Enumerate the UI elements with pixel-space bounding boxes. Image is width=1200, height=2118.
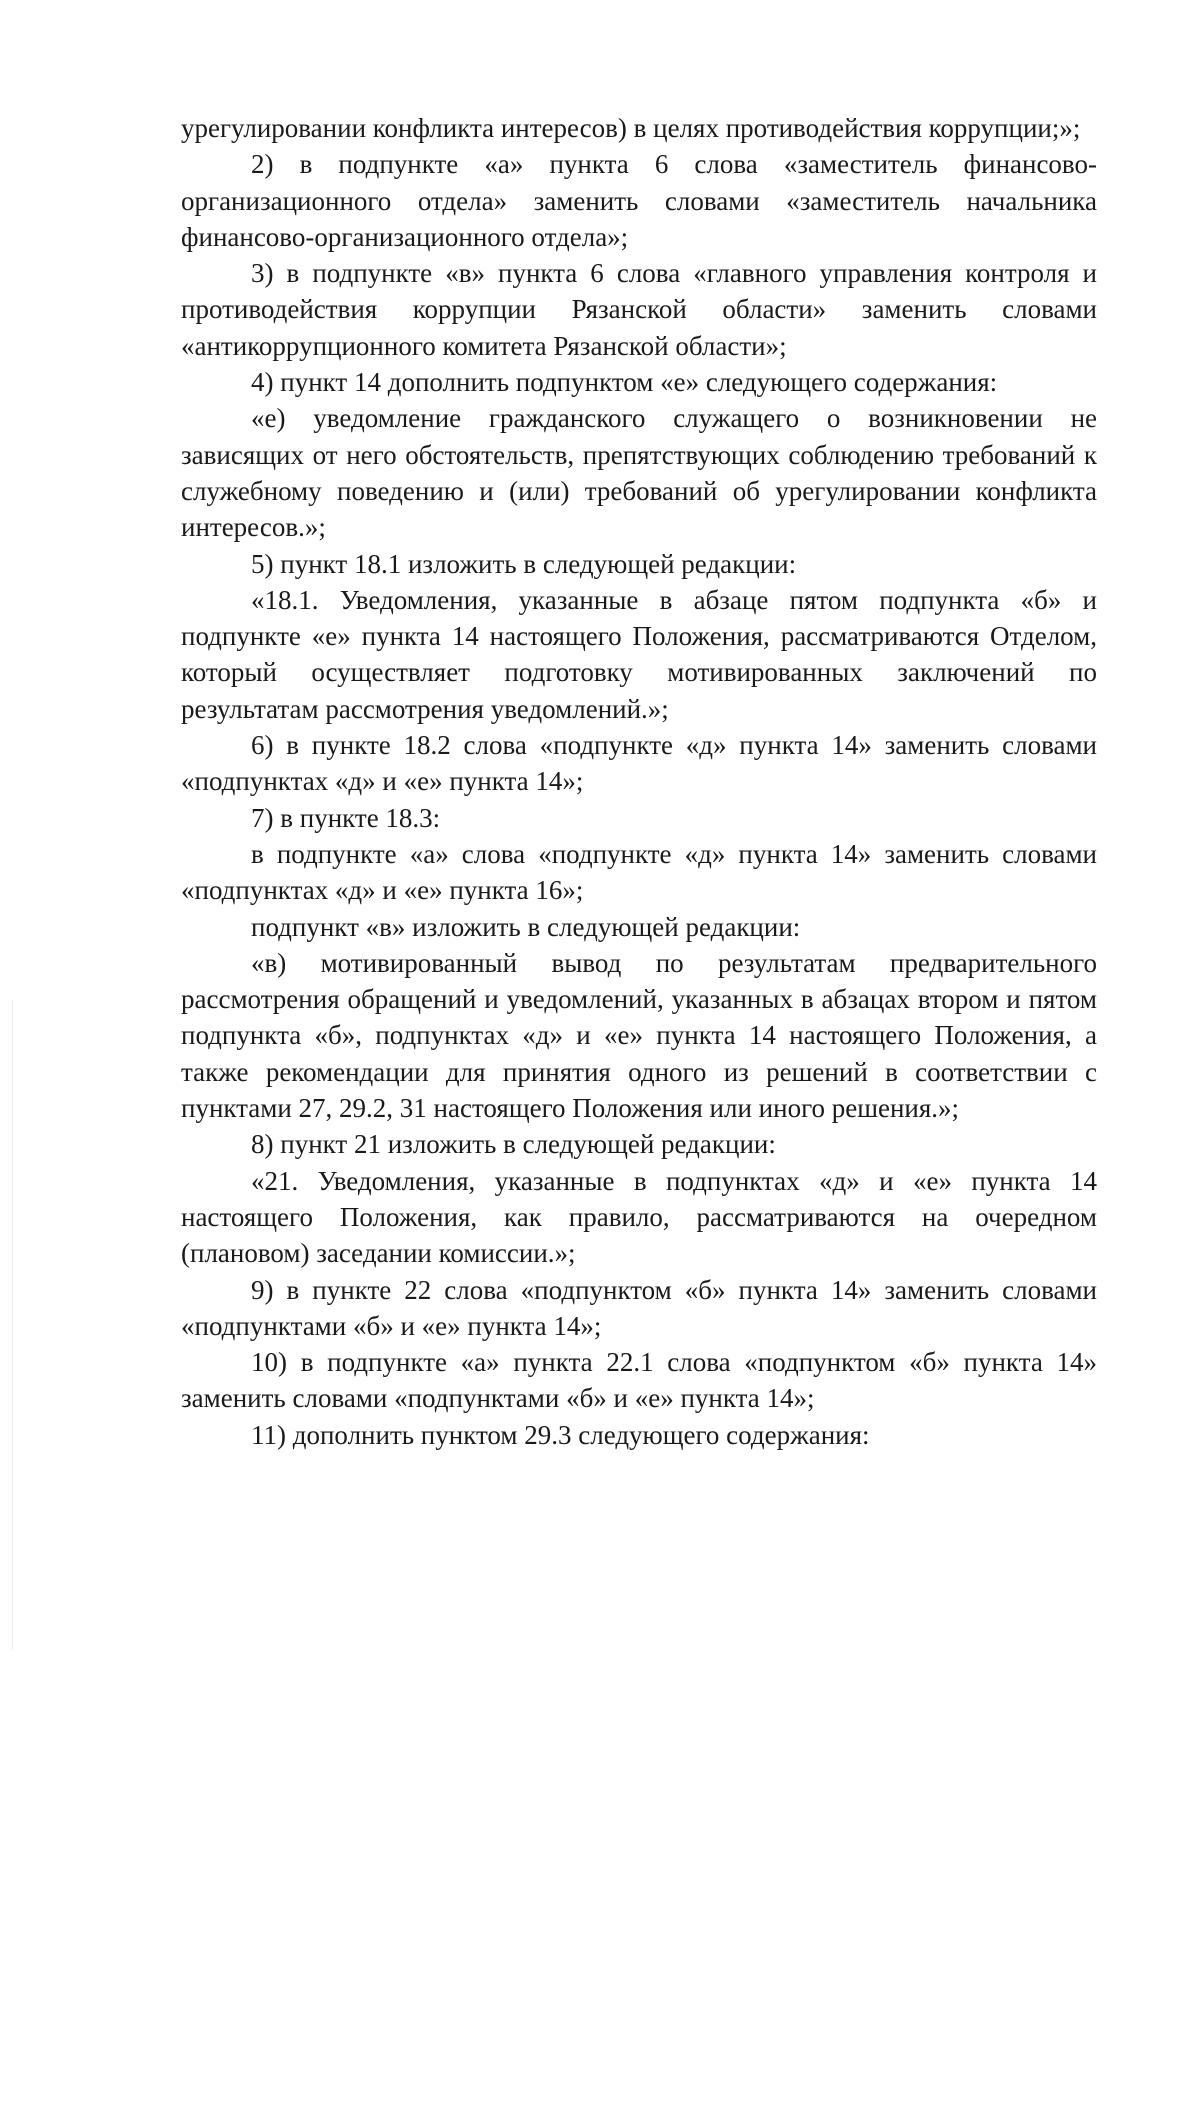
paragraph-1: урегулировании конфликта интересов) в целях противодействия коррупции;»; — [181, 113, 1081, 143]
paragraph-6: 5) пункт 18.1 изложить в следующей редакции: — [251, 548, 797, 579]
paragraph-16: 10) в подпункте «а» пункта 22.1 слова «подпунктом «б» пункта 14» заменить словами «подпунктами «б» и «е» пункта 14»; — [181, 1347, 1097, 1414]
paragraph-13: 8) пункт 21 изложить в следующей редакции: — [251, 1129, 776, 1160]
paragraph-12: «в) мотивированный вывод по результатам предварительного рассмотрения обращений и уведомлений, указанных в абзацах втором и пятом подпункта «б», подпунктах «д» и «е» пункта 14 настоящего Положения, а также рекомендации для принятия одного из решений в соответствии с пунктами 27, 29.2, 31 настоящего Положения или иного решения.»; — [181, 947, 1097, 1124]
paragraph-10: в подпункте «а» слова «подпункте «д» пункта 14» заменить словами «подпунктах «д» и «е» пункта 16»; — [181, 838, 1097, 906]
scan-edge-line — [12, 1000, 13, 1650]
document-body — [181, 110, 1097, 1453]
paragraph-11: подпункт «в» изложить в следующей редакции: — [251, 911, 801, 942]
paragraph-3: 3) в подпункте «в» пункта 6 слова «главного управления контроля и противодействия коррупции Рязанской области» заменить словами «антикоррупционного комитета Рязанской области»; — [181, 258, 1097, 361]
paragraph-17: 11) дополнить пунктом 29.3 следующего содержания: — [251, 1419, 870, 1450]
paragraph-2: 2) в подпункте «а» пункта 6 слова «заместитель финансово-организационного отдела» заменить словами «заместитель начальника финансово-организационного отдела»; — [181, 149, 1097, 252]
paragraph-8: 6) в пункте 18.2 слова «подпункте «д» пункта 14» заменить словами «подпунктах «д» и «е» пункта 14»; — [181, 730, 1097, 797]
paragraph-14: «21. Уведомления, указанные в подпунктах «д» и «е» пункта 14 настоящего Положения, как правило, рассматриваются на очередном (плановом) заседании комиссии.»; — [181, 1165, 1097, 1269]
paragraph-5: «е) уведомление гражданского служащего о возникновении не зависящих от него обстоятельств, препятствующих соблюдению требований к служебному поведению и (или) требований об урегулировании конфликта интересов.»; — [181, 403, 1097, 543]
paragraph-15: 9) в пункте 22 слова «подпунктом «б» пункта 14» заменить словами «подпунктами «б» и «е» пункта 14»; — [181, 1274, 1097, 1341]
paragraph-9: 7) в пункте 18.3: — [251, 802, 441, 833]
paragraph-4: 4) пункт 14 дополнить подпунктом «е» следующего содержания: — [251, 367, 998, 398]
paragraph-7: «18.1. Уведомления, указанные в абзаце пятом подпункта «б» и подпункте «е» пункта 14 настоящего Положения, рассматриваются Отделом, который осуществляет подготовку мотивированных заключений по результатам рассмотрения уведомлений.»; — [181, 584, 1097, 724]
